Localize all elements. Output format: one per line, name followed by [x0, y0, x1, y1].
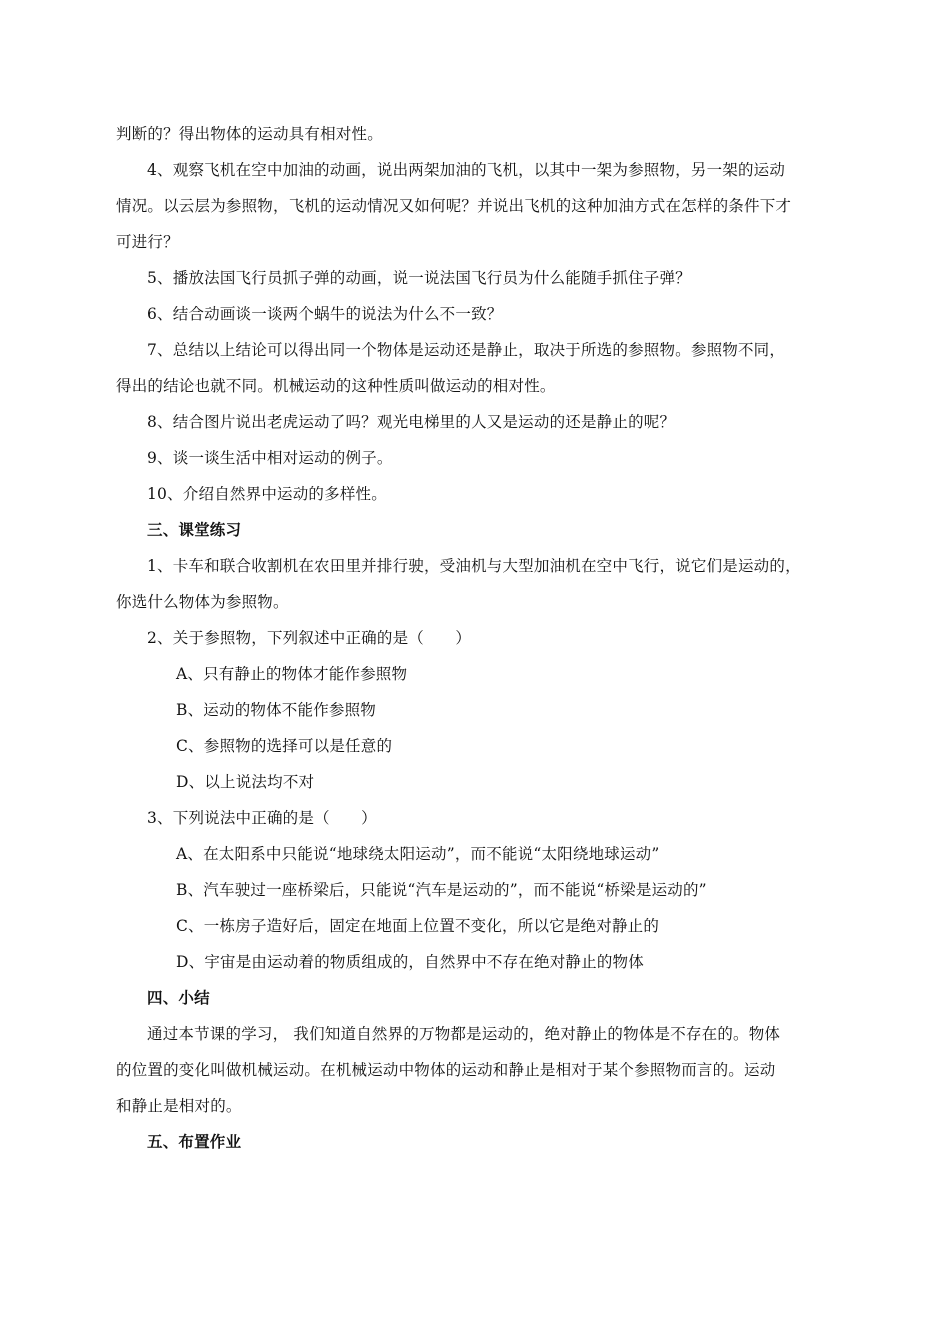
text-line: 通过本节课的学习， 我们知道自然界的万物都是运动的，绝对静止的物体是不存在的。物体 [147, 1025, 781, 1043]
option-line: D、宇宙是由运动着的物质组成的，自然界中不存在绝对静止的物体 [176, 953, 644, 971]
section-heading: 三、课堂练习 [147, 521, 242, 539]
text-line: 4、观察飞机在空中加油的动画，说出两架加油的飞机，以其中一架为参照物，另一架的运动 [147, 161, 786, 179]
text-line: 判断的？得出物体的运动具有相对性。 [116, 125, 383, 143]
text-line: 9、谈一谈生活中相对运动的例子。 [147, 449, 393, 467]
option-line: A、只有静止的物体才能作参照物 [176, 665, 408, 683]
option-line: A、在太阳系中只能说“地球绕太阳运动”，而不能说“太阳绕地球运动” [176, 845, 660, 863]
option-line: B、汽车驶过一座桥梁后，只能说“汽车是运动的”，而不能说“桥梁是运动的” [176, 881, 707, 899]
text-line: 情况。以云层为参照物，飞机的运动情况又如何呢？并说出飞机的这种加油方式在怎样的条件下才 [116, 197, 792, 215]
option-line: C、参照物的选择可以是任意的 [176, 737, 393, 755]
section-heading: 五、布置作业 [147, 1133, 242, 1151]
text-line: 8、结合图片说出老虎运动了吗？观光电梯里的人又是运动的还是静止的呢？ [147, 413, 676, 431]
text-line: 的位置的变化叫做机械运动。在机械运动中物体的运动和静止是相对于某个参照物而言的。运动 [116, 1061, 776, 1079]
text-line: 可进行？ [116, 233, 179, 251]
text-line: 得出的结论也就不同。机械运动的这种性质叫做运动的相对性。 [116, 377, 556, 395]
text-line: 你选什么物体为参照物。 [116, 593, 289, 611]
text-line: 10、介绍自然界中运动的多样性。 [147, 485, 387, 503]
question-line: 3、下列说法中正确的是（ ） [147, 809, 377, 827]
text-line: 6、结合动画谈一谈两个蜗牛的说法为什么不一致？ [147, 305, 503, 323]
text-line: 和静止是相对的。 [116, 1097, 242, 1115]
text-line: 5、播放法国飞行员抓子弹的动画，说一说法国飞行员为什么能随手抓住子弹？ [147, 269, 691, 287]
option-line: C、一栋房子造好后，固定在地面上位置不变化，所以它是绝对静止的 [176, 917, 660, 935]
question-line: 2、关于参照物，下列叙述中正确的是（ ） [147, 629, 472, 647]
text-line: 1、卡车和联合收割机在农田里并排行驶，受油机与大型加油机在空中飞行，说它们是运动的， [147, 557, 801, 575]
text-line: 7、总结以上结论可以得出同一个物体是运动还是静止，取决于所选的参照物。参照物不同， [147, 341, 786, 359]
option-line: B、运动的物体不能作参照物 [176, 701, 376, 719]
section-heading: 四、小结 [147, 989, 210, 1007]
option-line: D、以上说法均不对 [176, 773, 315, 791]
